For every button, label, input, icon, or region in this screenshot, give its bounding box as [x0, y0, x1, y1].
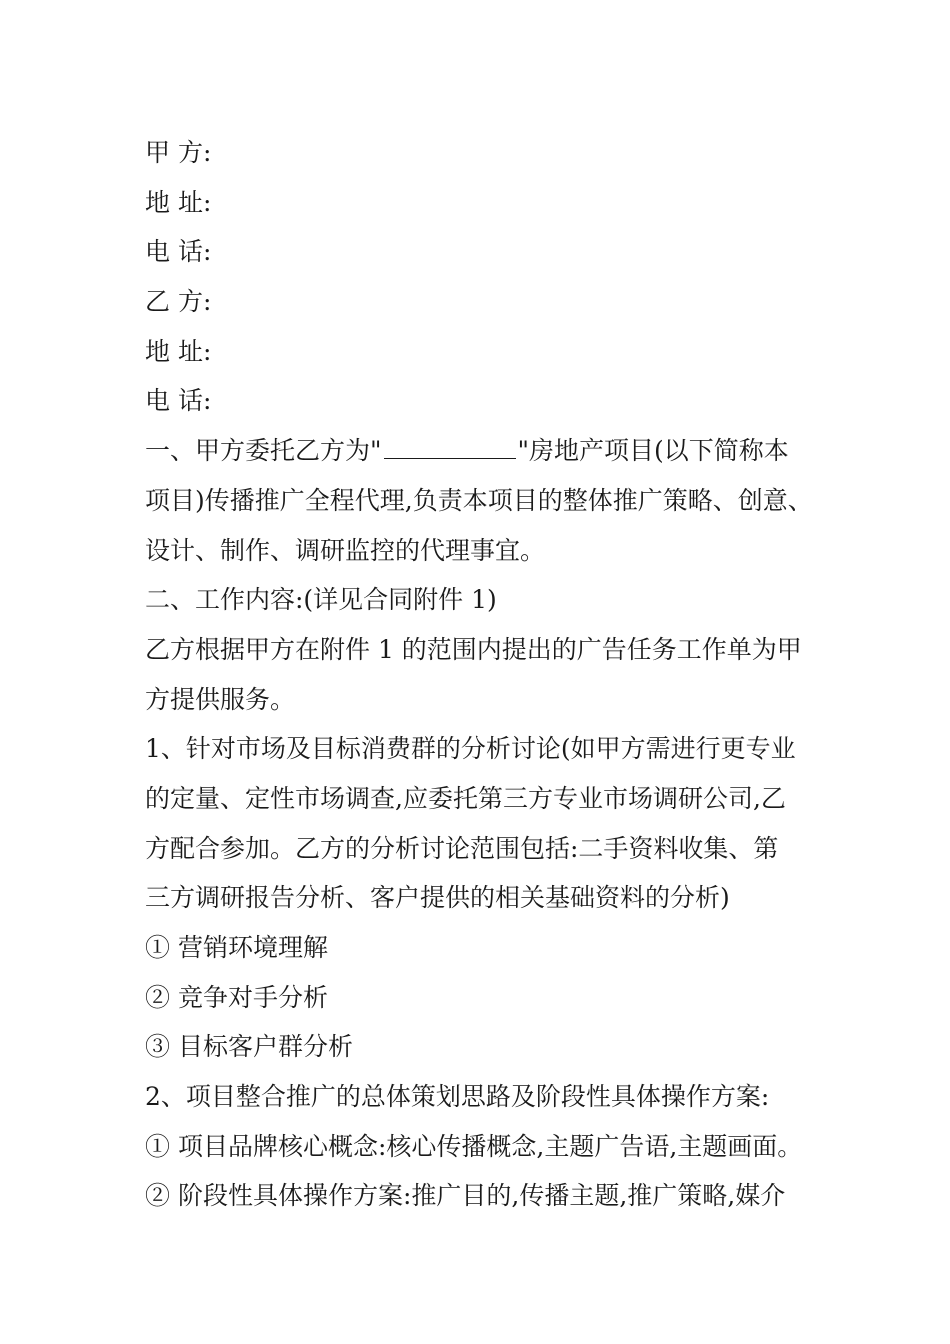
project-name-blank — [384, 434, 516, 459]
item2-line1: 2、项目整合推广的总体策划思路及阶段性具体操作方案: — [145, 1082, 770, 1112]
party-a-address-label: 地 址: — [145, 187, 212, 217]
clause2-line1: 乙方根据甲方在附件 1 的范围内提出的广告任务工作单为甲 — [145, 634, 802, 664]
clause1-text-before: 一、甲方委托乙方为" — [145, 436, 382, 466]
clause1-text-after: "房地产项目(以下简称本 — [517, 436, 789, 466]
item1-sub2: ② 竞争对手分析 — [145, 982, 328, 1012]
contract-body — [145, 128, 815, 1221]
party-b-phone-label: 电 话: — [145, 386, 212, 416]
item1-sub3: ③ 目标客户群分析 — [145, 1032, 353, 1062]
party-a-phone-label: 电 话: — [145, 237, 212, 267]
clause2-heading: 二、工作内容:(详见合同附件 1) — [145, 585, 497, 615]
item1-line1: 1、针对市场及目标消费群的分析讨论(如甲方需进行更专业 — [145, 734, 796, 764]
clause2-line2: 方提供服务。 — [145, 684, 296, 714]
item2-sub1: ① 项目品牌核心概念:核心传播概念,主题广告语,主题画面。 — [145, 1131, 803, 1161]
party-b-address-label: 地 址: — [145, 336, 212, 366]
item1-line4: 三方调研报告分析、客户提供的相关基础资料的分析) — [145, 883, 730, 913]
item1-sub1: ① 营销环境理解 — [145, 933, 328, 962]
item1-line3: 方配合参加。乙方的分析讨论范围包括:二手资料收集、第 — [145, 833, 779, 863]
party-a-label: 甲 方: — [145, 138, 212, 167]
item2-sub2: ② 阶段性具体操作方案:推广目的,传播主题,推广策略,媒介 — [145, 1181, 786, 1211]
item1-line2: 的定量、定性市场调查,应委托第三方专业市场调研公司,乙 — [145, 783, 786, 813]
clause1-line2: 项目)传播推广全程代理,负责本项目的整体推广策略、创意、 — [145, 485, 813, 515]
clause1-line3: 设计、制作、调研监控的代理事宜。 — [145, 535, 546, 565]
clause1-line1 — [145, 426, 815, 476]
party-b-label: 乙 方: — [145, 287, 212, 317]
